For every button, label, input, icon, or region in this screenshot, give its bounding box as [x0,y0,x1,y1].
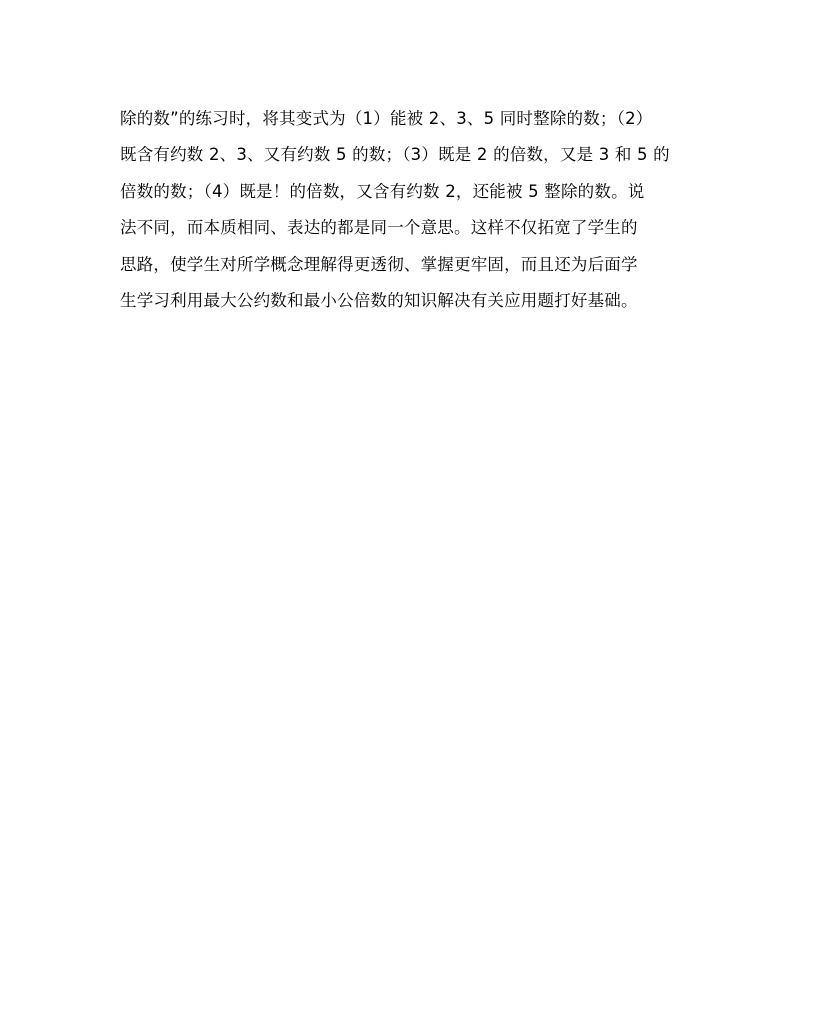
body-paragraph [120,101,700,319]
paragraph-line: 法不同，而本质相同、表达的都是同一个意思。这样不仅拓宽了学生的 [120,218,638,238]
paragraph-line: 思路，使学生对所学概念理解得更透彻、掌握更牢固，而且还为后面学 [120,254,638,274]
paragraph-line: 生学习利用最大公约数和最小公倍数的知识解决有关应用题打好基础。 [120,290,638,310]
paragraph-line: 倍数的数；（4）既是！的倍数，又含有约数 2，还能被 5 整除的数。说 [120,181,645,201]
paragraph-line: 既含有约数 2、3、又有约数 5 的数；（3）既是 2 的倍数，又是 3 和 5 的 [120,145,670,165]
paragraph-line: 除的数”的练习时，将其变式为（1）能被 2、3、5 同时整除的数；（2） [120,109,653,128]
